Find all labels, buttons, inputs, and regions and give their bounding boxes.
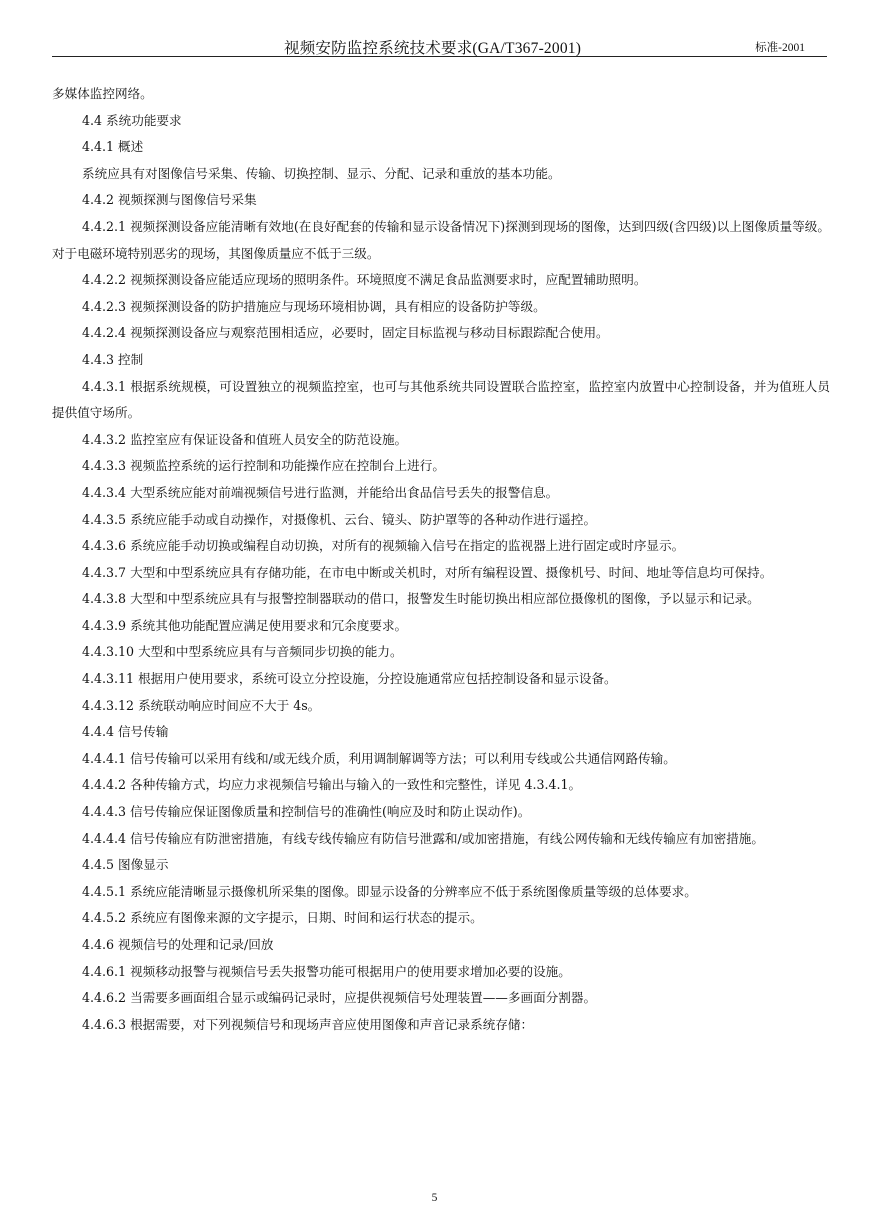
paragraph: 4.4.3.11 根据用户使用要求，系统可设立分控设施，分控设施通常应包括控制设备和显示设备。 [82,671,617,687]
paragraph: 4.4.3.6 系统应能手动切换或编程自动切换，对所有的视频输入信号在指定的监视器上进行固定或时序显示。 [82,538,685,554]
paragraph: 4.4.3.10 大型和中型系统应具有与音频同步切换的能力。 [82,644,403,660]
paragraph: 4.4.3.5 系统应能手动或自动操作，对摄像机、云台、镜头、防护罩等的各种动作进行遥控。 [82,511,597,527]
paragraph: 4.4.6.1 视频移动报警与视频信号丢失报警功能可根据用户的使用要求增加必要的设施。 [82,963,571,979]
paragraph: 4.4.6.2 当需要多画面组合显示或编码记录时，应提供视频信号处理装置——多画面分割器。 [82,990,597,1006]
paragraph: 4.4.3.9 系统其他功能配置应满足使用要求和冗余度要求。 [82,617,408,633]
paragraph: 4.4.4.4 信号传输应有防泄密措施，有线专线传输应有防信号泄露和/或加密措施，有线公网传输和无线传输应有加密措施。 [82,830,764,846]
paragraph: 4.4.3 控制 [82,351,144,367]
paragraph: 4.4.4.1 信号传输可以采用有线和/或无线介质，利用调制解调等方法；可以利用专线或公共通信网路传输。 [82,750,676,766]
paragraph: 4.4.3.12 系统联动响应时间应不大于 4s。 [82,697,321,713]
paragraph: 4.4.3.8 大型和中型系统应具有与报警控制器联动的借口，报警发生时能切换出相应部位摄像机的图像，予以显示和记录。 [82,591,760,607]
page-header [52,36,827,57]
paragraph: 4.4.2.3 视频探测设备的防护措施应与现场环境相协调，具有相应的设备防护等级。 [82,298,546,314]
paragraph: 4.4.3.4 大型系统应能对前端视频信号进行监测，并能给出食品信号丢失的报警信息。 [82,484,559,500]
document-title: 视频安防监控系统技术要求(GA/T367-2001) [284,40,582,57]
paragraph: 4.4.4 信号传输 [82,724,169,740]
page-number: 5 [431,1192,438,1204]
paragraph: 4.4 系统功能要求 [82,112,182,128]
paragraph: 4.4.3.7 大型和中型系统应具有存储功能，在市电中断或关机时，对所有编程设置、摄像机号、时间、地址等信息均可保持。 [82,564,773,580]
paragraph: 4.4.2.4 视频探测设备应与观察范围相适应，必要时，固定目标监视与移动目标跟踪配合使用。 [82,325,609,341]
paragraph: 4.4.3.2 监控室应有保证设备和值班人员安全的防范设施。 [82,431,408,447]
paragraph: 4.4.3.1 根据系统规模，可设置独立的视频监控室，也可与其他系统共同设置联合监控室，监控室内放置中心控制设备，并为值班人员提供值守场所。 [52,378,830,421]
standard-label: 标准-2001 [755,42,805,54]
paragraph: 4.4.5.1 系统应能清晰显示摄像机所采集的图像。即显示设备的分辨率应不低于系统图像质量等级的总体要求。 [82,883,697,899]
paragraph: 多媒体监控网络。 [52,86,153,101]
paragraph: 4.4.2.2 视频探测设备应能适应现场的照明条件。环境照度不满足食品监测要求时，应配置辅助照明。 [82,272,647,288]
paragraph: 4.4.4.3 信号传输应保证图像质量和控制信号的准确性(响应及时和防止误动作)。 [82,804,531,820]
paragraph: 4.4.6.3 根据需要，对下列视频信号和现场声音应使用图像和声音记录系统存储： [82,1016,534,1032]
paragraph: 4.4.4.2 各种传输方式，均应力求视频信号输出与输入的一致性和完整性，详见 4.3.4.1。 [82,777,582,793]
paragraph: 4.4.1 概述 [82,139,144,155]
paragraph: 4.4.5.2 系统应有图像来源的文字提示，日期、时间和运行状态的提示。 [82,910,483,926]
paragraph: 4.4.5 图像显示 [82,857,169,873]
paragraph: 4.4.6 视频信号的处理和记录/回放 [82,937,274,952]
paragraph: 4.4.3.3 视频监控系统的运行控制和功能操作应在控制台上进行。 [82,458,445,474]
paragraph: 4.4.2 视频探测与图像信号采集 [82,192,257,208]
document-body [52,81,830,1038]
paragraph: 系统应具有对图像信号采集、传输、切换控制、显示、分配、记录和重放的基本功能。 [82,165,561,181]
paragraph: 4.4.2.1 视频探测设备应能清晰有效地(在良好配套的传输和显示设备情况下)探测到现场的图像，达到四级(含四级)以上图像质量等级。对于电磁环境特别恶劣的现场，其图像质量应不低于三级。 [52,218,830,261]
